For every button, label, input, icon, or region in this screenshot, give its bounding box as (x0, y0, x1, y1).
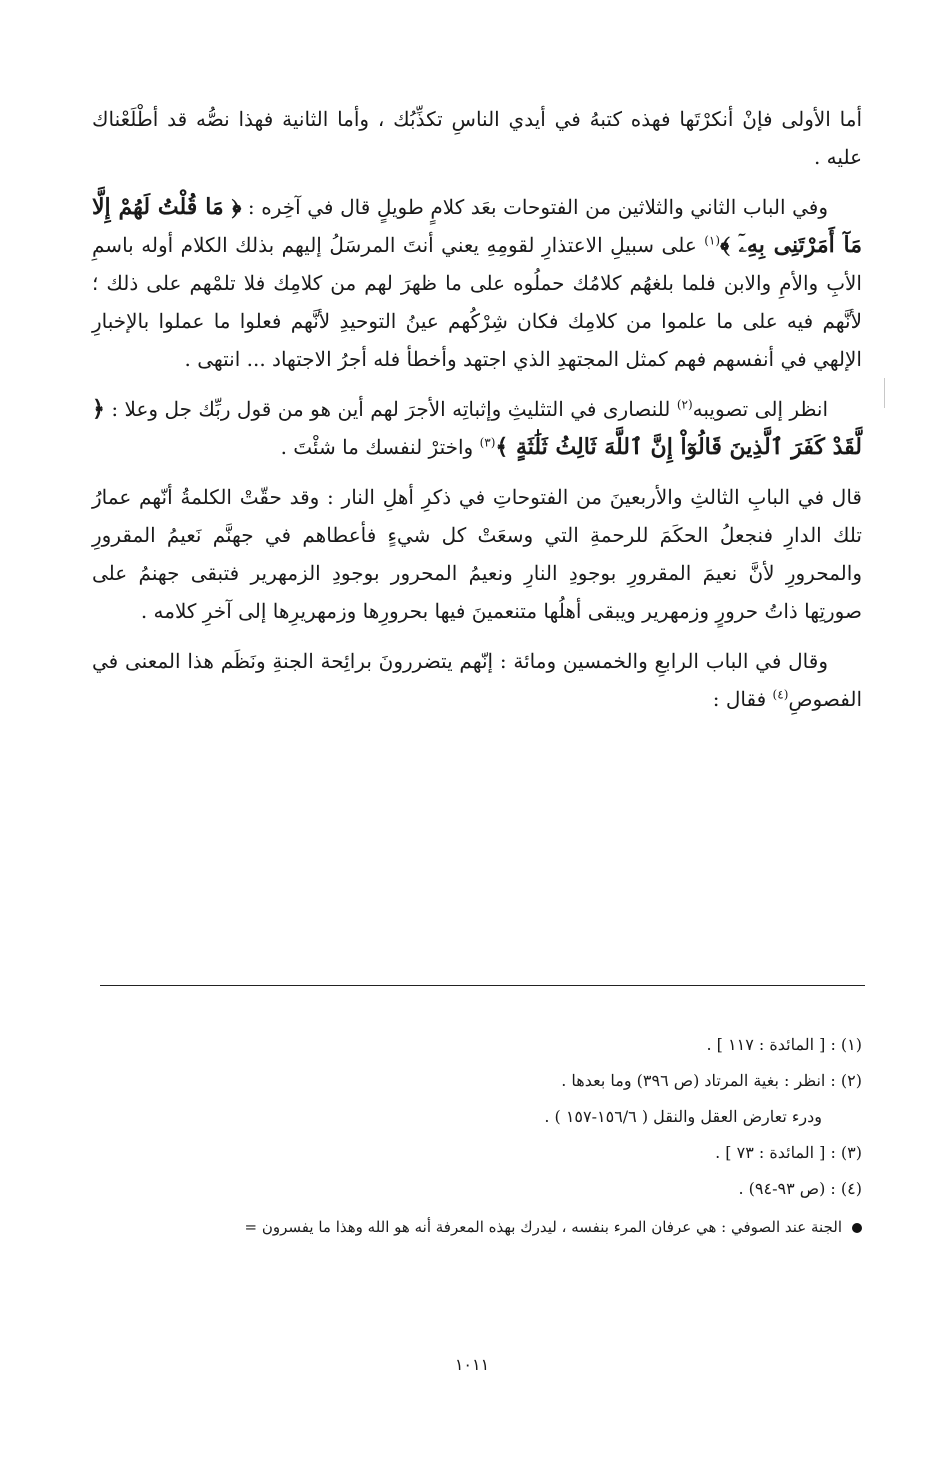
paragraph-text: قال في البابِ الثالثِ والأربعينَ من الفتوحاتِ في ذكرِ أهلِ النار : وقد حقّتْ الكلمةُ أنّهم عمارُ تلك الدارِ فنجعلُ الحكَمَ للرحمةِ التي وسعَتْ كل شيءٍ فأعطاهم في جهنَّم نَعيمُ المقرورِ والمحرورِ لأنَّ نعيمَ المقرورِ بوجودِ النارِ ونعيمُ المحرور بوجودِ الزمهرير فتبقى جهنمُ على صورتِها ذاتُ حرورٍ وزمهرير ويبقى أهلُها متنعمينَ فيها بحرورِها وزمهريرِها إلى آخرِ كلامه . (92, 485, 862, 623)
paragraph-5 (92, 642, 862, 718)
footnote-2-continued: ودرء تعارض العقل والنقل ( ١٥٦/٦-١٥٧ ) . (544, 1107, 822, 1126)
paragraph-text: فقال : (712, 687, 773, 711)
paragraph-4 (92, 478, 862, 630)
bullet-note (102, 1212, 862, 1242)
paragraph-text: على سبيلِ الاعتذارِ لقومِهِ يعني أنتَ المرسَلُ إليهم بذلك الكلام أوله باسمِ الأبِ والأمِ والابن فلما بلغهُم كلامُك حملُوه على ما ظهرَ لهم من كلامِك فلا تلمْهم على ذلك ؛ لأنَّهم فيه على ما علموا من كلامِك فكان شِرْكُهم عينُ التوحيدِ لأنَّهم فعلوا ما عملوا بالإخبارِ الإلهي في أنفسهم فهم كمثل المجتهدِ الذي اجتهد وأخطأ فله أجرُ الاجتهاد ... انتهى . (92, 233, 862, 371)
quran-verse: ﴿ لَّقَدْ كَفَرَ ٱلَّذِينَ قَالُوٓاْ إِنَّ ٱللَّهَ ثَالِثُ ثَلَٰثَةٍ ﴾ (92, 396, 862, 460)
bullet-icon (852, 1223, 862, 1233)
footnote-3: (٣) : [ المائدة : ٧٣ ] . (715, 1143, 862, 1162)
footnote-2: (٢) : انظر : بغية المرتاد (ص ٣٩٦) وما بعدها . (561, 1071, 862, 1090)
paragraph-1 (92, 100, 862, 176)
paragraph-text: وفي الباب الثاني والثلاثين من الفتوحات بعَد كلامٍ طويلٍ قال في آخِره : (241, 195, 828, 219)
footnote-ref: (٤) (772, 687, 789, 702)
page-number: ١٠١١ (454, 1355, 490, 1374)
paragraph-2 (92, 188, 862, 378)
quran-verse: ﴿ مَا قُلْتُ لَهُمْ إِلَّا مَآ أَمَرْتَنِى بِهِۦٓ ﴾ (92, 194, 863, 258)
footnote-1: (١) : [ المائدة : ١١٧ ] . (706, 1035, 862, 1054)
footnote-divider (100, 985, 865, 986)
main-text (92, 100, 862, 730)
footnote-ref: (٣) (479, 435, 496, 450)
paragraph-text: أما الأولى فإنْ أنكرْتَها فهذه كتبهُ في أيدي الناسِ تكذِّبُك ، وأما الثانية فهذا نصُّه قد أطْلَعْناك عليه . (92, 107, 862, 169)
paragraph-text: وقال في الباب الرابعِ والخمسين ومائة : إنّهم يتضررونَ برائِحة الجنةِ ونَظَم هذا المعنى في الفصوصِ (92, 649, 862, 711)
paragraph-text: انظر إلى تصويبه (692, 397, 828, 421)
margin-mark (884, 378, 885, 408)
footnote-4: (٤) : (ص ٩٣-٩٤) . (738, 1179, 862, 1198)
footnote-ref: (١) (704, 233, 721, 248)
footnote-ref: (٢) (676, 397, 693, 412)
paragraph-text: للنصارى في التثليثِ وإثباتِه الأجرَ لهم أين هو من قول ربِّك جل وعلا : (104, 397, 677, 421)
paragraph-text: واخترْ لنفسك ما شئْتَ . (280, 435, 480, 459)
footnotes (102, 1030, 862, 1248)
bullet-note-text: الجنة عند الصوفي : هي عرفان المرء بنفسه ، ليدرك بهذه المعرفة أنه هو الله وهذا ما يفسرون = (244, 1218, 842, 1236)
paragraph-3 (92, 390, 862, 466)
